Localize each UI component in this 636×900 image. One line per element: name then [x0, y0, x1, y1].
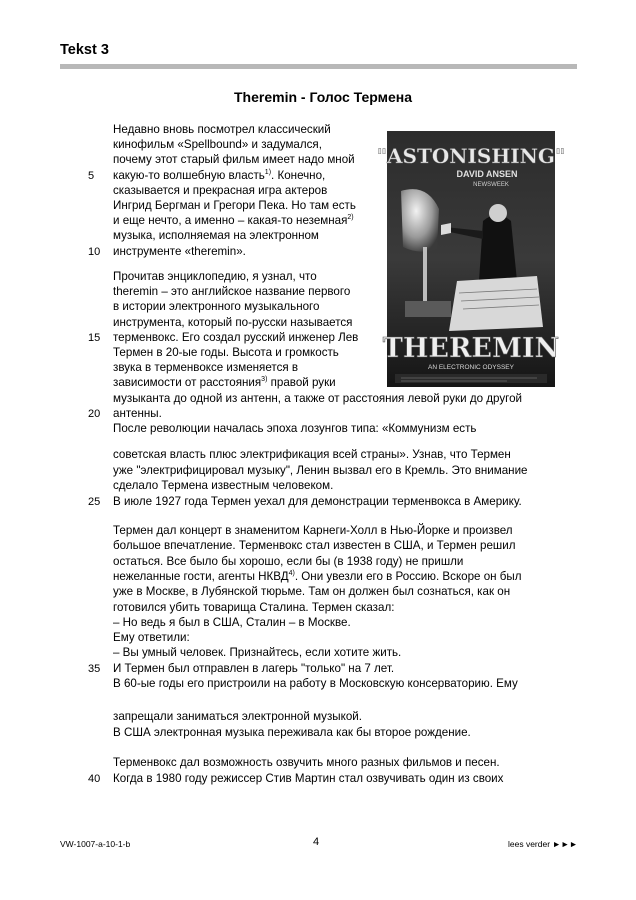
- line-text: Терменвокс дал возможность озвучить много разных фильмов и песен.: [113, 756, 500, 769]
- article-line: [113, 478, 333, 493]
- line-text: и еще нечто, а именно – какая-то неземная: [113, 214, 348, 228]
- article-line: [113, 299, 319, 314]
- section-heading: Tekst 3: [60, 42, 109, 58]
- line-text: Прочитав энциклопедию, я узнал, что: [113, 270, 317, 283]
- article-line: [113, 345, 339, 360]
- line-text: theremin – это английское название первого: [113, 285, 351, 299]
- line-text: сделало Термена известным человеком.: [113, 479, 334, 492]
- continue-link[interactable]: lees verder ►►►: [508, 839, 578, 849]
- line-text: – Но ведь я был в США, Сталин – в Москве.: [113, 615, 351, 629]
- article-line: [113, 661, 394, 676]
- article-line: [113, 554, 463, 569]
- line-text: остаться. Все было бы хорошо, если бы (в 1938 году) не пришли: [113, 554, 464, 568]
- article-line: [113, 228, 319, 243]
- article-line: [113, 725, 471, 740]
- line-number: 35: [88, 662, 101, 675]
- article-line: [113, 183, 327, 198]
- header-rule: [60, 64, 577, 69]
- line-text-continued: правой руки: [267, 376, 336, 390]
- poster-subtitle: AN ELECTRONIC ODYSSEY: [428, 364, 514, 371]
- line-text: И Термен был отправлен в лагерь "только" на 7 лет.: [113, 661, 395, 675]
- line-text: музыканта до одной из антенн, а также от расстояния левой руки до другой: [113, 391, 523, 405]
- line-text: Когда в 1980 году режиссер Стив Мартин стал озвучивать один из своих: [113, 772, 504, 785]
- line-text-continued: . Конечно,: [271, 168, 326, 182]
- article-line: [113, 122, 331, 137]
- article-line: [113, 137, 322, 152]
- line-number: 15: [88, 331, 101, 344]
- line-text: антенны.: [113, 406, 162, 420]
- line-text: Термен дал концерт в знаменитом Карнеги-Холл в Нью-Йорке и произвел: [113, 524, 513, 537]
- line-text: зависимости от расстояния: [113, 376, 262, 390]
- line-text: большое впечатление. Терменвокс стал известен в США, и Термен решил: [113, 539, 516, 553]
- article-line: [113, 244, 246, 259]
- article-line: [113, 538, 515, 553]
- article-line: [113, 269, 317, 284]
- line-text: в истории электронного музыкального: [113, 300, 320, 314]
- article-line: [113, 676, 518, 691]
- article-line: [113, 421, 476, 436]
- line-text: В 60-ые годы его пристроили на работу в Московскую консерваторию. Ему: [113, 677, 518, 690]
- line-text: сказывается и прекрасная игра актеров: [113, 183, 328, 197]
- line-text: Термен в 20-ые годы. Высота и громкость: [113, 346, 339, 359]
- line-number: 20: [88, 407, 101, 420]
- poster-headline: "ASTONISHING": [376, 144, 566, 168]
- line-text: какую-то волшебную власть: [113, 168, 265, 182]
- footnote-marker: 4): [288, 570, 295, 578]
- line-text: запрещали заниматься электронной музыкой.: [113, 710, 362, 723]
- footnote-marker: 3): [261, 376, 268, 384]
- page-number: 4: [313, 836, 320, 848]
- article-line: [113, 600, 394, 615]
- line-text-continued: . Они увезли его в Россию. Вскоре он был: [294, 569, 522, 583]
- line-text: готовился убить товарища Сталина. Термен сказал:: [113, 600, 395, 614]
- footer-code: VW-1007-a-10-1-b: [60, 839, 131, 849]
- line-number: 40: [88, 773, 101, 785]
- line-text: В США электронная музыка переживала как бы второе рождение.: [113, 726, 471, 739]
- line-text: В июле 1927 года Термен уехал для демонстрации терменвокса в Америку.: [113, 494, 522, 508]
- article-line: [113, 755, 500, 770]
- article-line: [113, 391, 522, 406]
- line-number: 25: [88, 495, 101, 508]
- article-line: [113, 406, 162, 421]
- line-text: почему этот старый фильм имеет надо мной: [113, 153, 355, 167]
- article-line: [113, 645, 401, 660]
- article-line: [113, 523, 513, 538]
- line-text: кинофильм «Spellbound» и задумался,: [113, 138, 322, 152]
- article-line: [113, 315, 352, 330]
- article-line: [113, 168, 325, 183]
- line-text: уже "электрифицировал музыку", Ленин вызвал его в Кремль. Это внимание: [113, 463, 528, 477]
- poster-critic: DAVID ANSEN: [456, 169, 518, 179]
- line-text: Ему ответили:: [113, 631, 190, 645]
- theremin-poster-image: [376, 131, 566, 387]
- line-text: звука в терменвоксе изменяется в: [113, 361, 299, 375]
- article-title: Theremin - Голос Термена: [234, 89, 413, 105]
- line-text: После революции началась эпоха лозунгов типа: «Коммунизм есть: [113, 422, 477, 435]
- line-text: Ингрид Бергман и Грегори Пека. Но там есть: [113, 199, 356, 212]
- article-line: [113, 152, 355, 167]
- footnote-marker: 2): [347, 214, 354, 222]
- article-line: [113, 375, 336, 390]
- poster-title: THEREMIN: [382, 333, 560, 364]
- line-text: инструменте «theremin».: [113, 244, 246, 258]
- article-line: [113, 198, 356, 213]
- line-text: терменвокс. Его создал русский инженер Лев: [113, 330, 359, 344]
- article-line: [113, 569, 522, 584]
- article-line: [113, 284, 350, 299]
- line-text: нежеланные гости, агенты НКВД: [113, 569, 289, 583]
- article-line: [113, 771, 503, 786]
- line-number: 5: [88, 169, 95, 182]
- poster-publication: NEWSWEEK: [473, 182, 509, 188]
- article-line: [113, 360, 298, 375]
- article-line: [113, 330, 358, 345]
- article-line: [113, 447, 511, 462]
- article-line: [113, 494, 522, 509]
- poster-illustration: [376, 131, 566, 387]
- article-line: [113, 630, 190, 645]
- article-line: [113, 463, 528, 478]
- line-text: – Вы умный человек. Признайтесь, если хотите жить.: [113, 646, 402, 660]
- line-number: 10: [88, 245, 101, 258]
- line-text: музыка, исполняемая на электронном: [113, 229, 319, 243]
- article-line: [113, 584, 510, 599]
- article-line: [113, 709, 362, 724]
- line-text: уже в Москве, в Лубянской тюрьме. Там он должен был сознаться, как он: [113, 585, 511, 599]
- article-line: [113, 213, 354, 228]
- footnote-marker: 1): [264, 168, 272, 176]
- line-text: советская власть плюс электрификация всей страны». Узнав, что Термен: [113, 448, 511, 461]
- article-line: [113, 615, 351, 630]
- line-text: инструмента, который по-русски называется: [113, 315, 353, 329]
- line-text: Недавно вновь посмотрел классический: [113, 123, 331, 136]
